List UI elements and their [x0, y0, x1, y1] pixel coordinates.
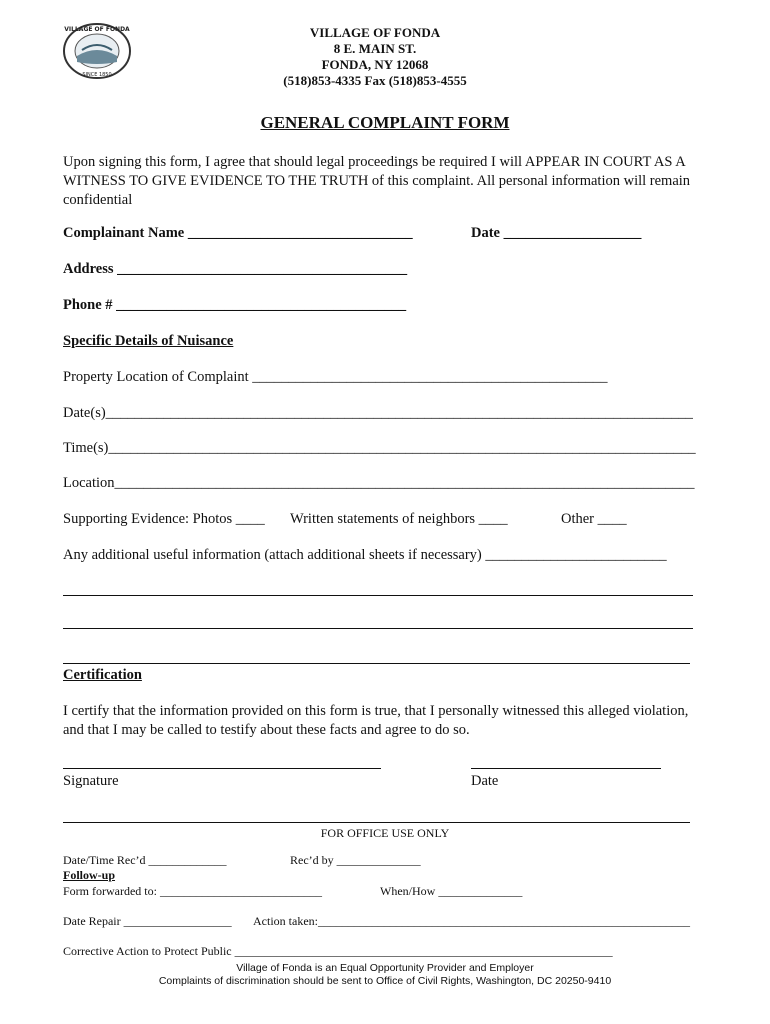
follow-up-heading: Follow-up	[63, 868, 116, 882]
evidence-photos-field[interactable]: Supporting Evidence: Photos ____	[63, 511, 265, 527]
certification-heading: Certification	[63, 667, 142, 683]
header-line-1: VILLAGE OF FONDA	[309, 25, 441, 40]
action-taken-field[interactable]: Action taken:______________________________________________________________	[253, 914, 690, 928]
village-seal-logo	[62, 22, 132, 80]
property-location-field[interactable]: Property Location of Complaint _________________________________________________	[63, 369, 608, 385]
details-heading: Specific Details of Nuisance	[63, 333, 234, 349]
blank-line-1[interactable]	[63, 595, 693, 596]
blank-line-2[interactable]	[63, 628, 693, 629]
office-divider	[63, 822, 690, 823]
evidence-other-field[interactable]: Other ____	[561, 511, 627, 527]
footer-discrimination-notice: Complaints of discrimination should be sent to Office of Civil Rights, Washington, DC 20250-9410	[158, 975, 612, 987]
svg-text:SINCE 1850: SINCE 1850	[82, 72, 112, 78]
complainant-name-field[interactable]: Complainant Name _______________________________	[63, 225, 413, 241]
header-line-3: FONDA, NY 12068	[321, 57, 429, 72]
signature-date-line[interactable]	[471, 768, 661, 769]
form-forwarded-field[interactable]: Form forwarded to: ___________________________	[63, 884, 322, 898]
location-field[interactable]: Location________________________________________________________________________________	[63, 475, 695, 491]
certification-text: I certify that the information provided on this form is true, that I personally witnessed this alleged violation, and that I may be called to testify about these facts and agree to do so.	[63, 703, 689, 738]
svg-text:VILLAGE OF FONDA: VILLAGE OF FONDA	[64, 26, 130, 33]
office-use-heading: FOR OFFICE USE ONLY	[320, 826, 450, 840]
additional-info-field[interactable]: Any additional useful information (attach additional sheets if necessary) _________________________	[63, 547, 667, 563]
received-by-field[interactable]: Rec’d by ______________	[290, 853, 421, 867]
phone-field[interactable]: Phone # ________________________________________	[63, 297, 407, 313]
when-how-field[interactable]: When/How ______________	[380, 884, 523, 898]
signature-label: Signature	[63, 773, 119, 789]
signature-line[interactable]	[63, 768, 381, 769]
header-line-2: 8 E. MAIN ST.	[333, 41, 417, 56]
signature-date-label: Date	[471, 773, 499, 789]
evidence-statements-field[interactable]: Written statements of neighbors ____	[290, 511, 508, 527]
header-line-4: (518)853-4335 Fax (518)853-4555	[283, 73, 467, 88]
form-title: GENERAL COMPLAINT FORM	[260, 113, 510, 132]
date-field[interactable]: Date ___________________	[471, 225, 642, 241]
address-field[interactable]: Address ________________________________________	[63, 261, 408, 277]
blank-line-3[interactable]	[63, 663, 690, 664]
date-time-received-field[interactable]: Date/Time Rec’d _____________	[63, 853, 227, 867]
footer-equal-opportunity: Village of Fonda is an Equal Opportunity Provider and Employer	[236, 962, 534, 974]
intro-paragraph: Upon signing this form, I agree that should legal proceedings be required I will APPEAR IN COURT AS A WITNESS TO GIVE EVIDENCE TO THE TRUTH of this complaint. All personal information will remain confidential	[63, 154, 691, 208]
dates-field[interactable]: Date(s)_________________________________________________________________________________	[63, 405, 693, 421]
times-field[interactable]: Time(s)_________________________________________________________________________________	[63, 440, 696, 456]
corrective-action-field[interactable]: Corrective Action to Protect Public _______________________________________________________________	[63, 944, 613, 958]
date-repair-field[interactable]: Date Repair __________________	[63, 914, 232, 928]
